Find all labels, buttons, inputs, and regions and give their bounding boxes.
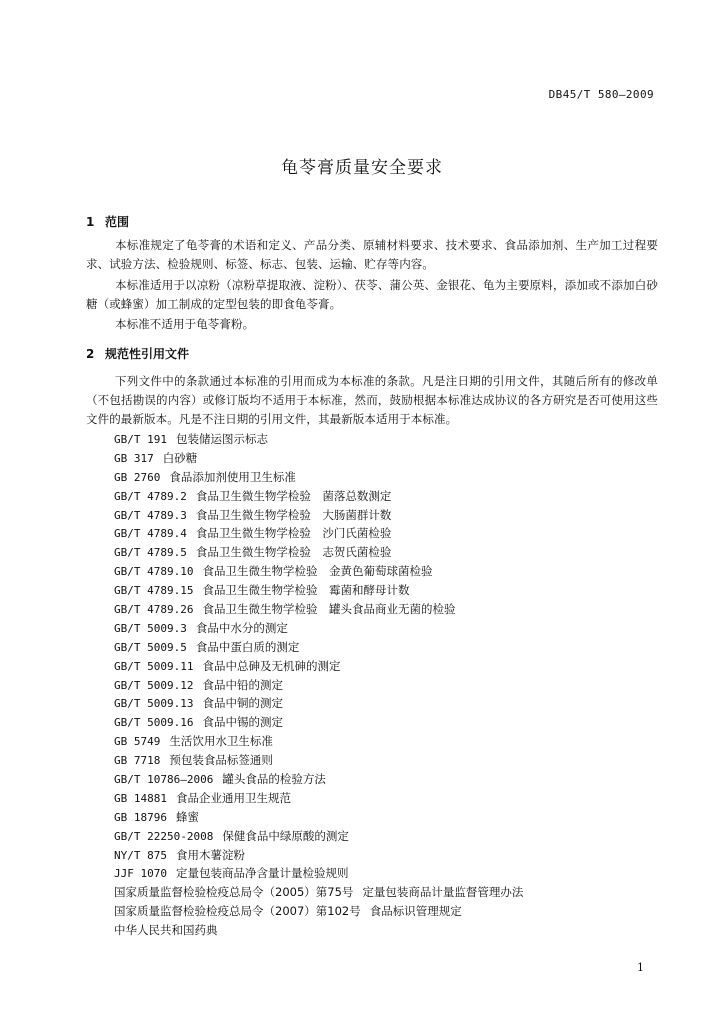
reference-title: 食用木薯淀粉 xyxy=(175,847,245,862)
scope-paragraph-2: 本标准适用于以凉粉（凉粉草提取液、淀粉）、茯苓、蒲公英、金银花、龟为主要原料，添加或不添加白砂糖（或蜂蜜）加工制成的定型包装的即食龟苓膏。 xyxy=(86,278,658,311)
reference-item xyxy=(114,430,523,449)
reference-code: GB/T 5009.16 xyxy=(114,716,194,730)
reference-title: 预包装食品标签通则 xyxy=(169,753,273,768)
reference-item xyxy=(114,524,523,543)
reference-item xyxy=(114,770,523,789)
reference-title: 白砂糖 xyxy=(162,450,198,465)
reference-title: 食品卫生微生物学检验 大肠菌群计数 xyxy=(195,507,392,522)
reference-title: 食品卫生微生物学检验 志贺氏菌检验 xyxy=(195,545,392,560)
reference-item xyxy=(114,713,523,732)
reference-code: GB/T 5009.5 xyxy=(114,640,187,654)
section-heading-normative-references xyxy=(86,345,189,362)
reference-title: 食品卫生微生物学检验 沙门氏菌检验 xyxy=(195,526,392,541)
reference-code: GB/T 4789.5 xyxy=(114,546,187,560)
reference-item xyxy=(114,864,523,883)
reference-code: GB/T 5009.3 xyxy=(114,621,187,635)
reference-code: 国家质量监督检验检疫总局令（2005）第75号 xyxy=(114,885,354,900)
reference-item xyxy=(114,638,523,657)
reference-code: 国家质量监督检验检疫总局令（2007）第102号 xyxy=(114,904,361,919)
reference-title: 蜂蜜 xyxy=(175,809,199,824)
reference-code: GB/T 4789.15 xyxy=(114,584,194,598)
section-number: 1 xyxy=(86,215,95,229)
reference-item xyxy=(114,808,523,827)
reference-item xyxy=(114,449,523,468)
reference-item xyxy=(114,487,523,506)
reference-code: GB/T 4789.26 xyxy=(114,603,194,617)
reference-code: GB/T 191 xyxy=(114,433,167,446)
section-heading-scope xyxy=(86,213,129,230)
reference-item xyxy=(114,846,523,865)
reference-code: GB 2760 xyxy=(114,470,161,484)
reference-code: GB/T 22250-2008 xyxy=(114,829,214,843)
reference-code: GB/T 4789.10 xyxy=(114,565,194,579)
reference-code: GB/T 5009.11 xyxy=(114,659,194,673)
document-title: 龟苓膏质量安全要求 xyxy=(281,158,443,178)
reference-code: GB 14881 xyxy=(114,791,167,805)
reference-title: 食品标识管理规定 xyxy=(369,904,462,919)
reference-item xyxy=(114,789,523,808)
reference-code: GB/T 5009.12 xyxy=(114,678,194,692)
reference-title: 食品企业通用卫生规范 xyxy=(175,790,291,805)
page-number: 1 xyxy=(637,961,644,974)
section-title: 规范性引用文件 xyxy=(105,347,190,361)
reference-item xyxy=(114,676,523,695)
reference-title: 食品卫生微生物学检验 霉菌和酵母计数 xyxy=(202,583,410,598)
reference-code: GB/T 4789.4 xyxy=(114,527,187,541)
reference-item xyxy=(114,732,523,751)
document-code: DB45/T 580—2009 xyxy=(548,88,654,101)
reference-code: GB/T 10786—2006 xyxy=(114,773,214,787)
reference-item xyxy=(114,506,523,525)
reference-code: GB 317 xyxy=(114,451,154,465)
reference-title: 保健食品中绿原酸的测定 xyxy=(222,828,349,843)
reference-title: 食品中水分的测定 xyxy=(195,620,288,635)
reference-item xyxy=(114,619,523,638)
reference-title: 食品卫生微生物学检验 罐头食品商业无菌的检验 xyxy=(202,602,456,617)
reference-code: NY/T 875 xyxy=(114,848,167,862)
references-intro-paragraph: 下列文件中的条款通过本标准的引用而成为本标准的条款。凡是注日期的引用文件，其随后所有的修改单（不包括勘误的内容）或修订版均不适用于本标准，然而，鼓励根据本标准达成协议的各方研究是否可使用这些文件的最新版本。凡是不注日期的引用文件，其最新版本适用于本标准。 xyxy=(86,374,658,426)
reference-code: GB 5749 xyxy=(114,735,161,749)
reference-item xyxy=(114,468,523,487)
reference-title: 食品中铜的测定 xyxy=(202,696,283,711)
reference-item xyxy=(114,657,523,676)
reference-item xyxy=(114,751,523,770)
reference-item xyxy=(114,543,523,562)
reference-title: 食品中锡的测定 xyxy=(202,715,283,730)
reference-code: GB/T 5009.13 xyxy=(114,697,194,711)
reference-list xyxy=(114,430,523,940)
reference-code: JJF 1070 xyxy=(114,867,167,881)
section-number: 2 xyxy=(86,347,95,361)
section-title: 范围 xyxy=(105,215,130,229)
reference-item xyxy=(114,883,523,902)
reference-title: 生活饮用水卫生标准 xyxy=(169,734,273,749)
reference-title: 食品卫生微生物学检验 金黄色葡萄球菌检验 xyxy=(202,564,433,579)
reference-title: 食品中总砷及无机砷的测定 xyxy=(202,658,341,673)
reference-item xyxy=(114,562,523,581)
reference-code: GB/T 4789.3 xyxy=(114,508,187,522)
reference-item xyxy=(114,581,523,600)
reference-title: 定量包装商品计量监督管理办法 xyxy=(362,885,524,900)
reference-title: 罐头食品的检验方法 xyxy=(222,772,326,787)
reference-item xyxy=(114,921,523,940)
reference-code: GB 7718 xyxy=(114,754,161,768)
scope-paragraph-1: 本标准规定了龟苓膏的术语和定义、产品分类、原辅材料要求、技术要求、食品添加剂、生产加工过程要求、试验方法、检验规则、标签、标志、包装、运输、贮存等内容。 xyxy=(86,238,658,271)
reference-item xyxy=(114,902,523,921)
reference-title: 定量包装商品净含量计量检验规则 xyxy=(175,866,349,881)
reference-code: GB 18796 xyxy=(114,810,167,824)
reference-item xyxy=(114,827,523,846)
scope-paragraph-3: 本标准不适用于龟苓膏粉。 xyxy=(115,317,255,331)
reference-title: 食品中铅的测定 xyxy=(202,677,283,692)
reference-code: 中华人民共和国药典 xyxy=(114,923,218,938)
reference-title: 食品添加剂使用卫生标准 xyxy=(169,469,296,484)
reference-item xyxy=(114,600,523,619)
reference-title: 食品卫生微生物学检验 菌落总数测定 xyxy=(195,488,392,503)
reference-item xyxy=(114,694,523,713)
reference-code: GB/T 4789.2 xyxy=(114,489,187,503)
reference-title: 包装储运图示标志 xyxy=(175,432,268,446)
reference-title: 食品中蛋白质的测定 xyxy=(195,639,300,654)
